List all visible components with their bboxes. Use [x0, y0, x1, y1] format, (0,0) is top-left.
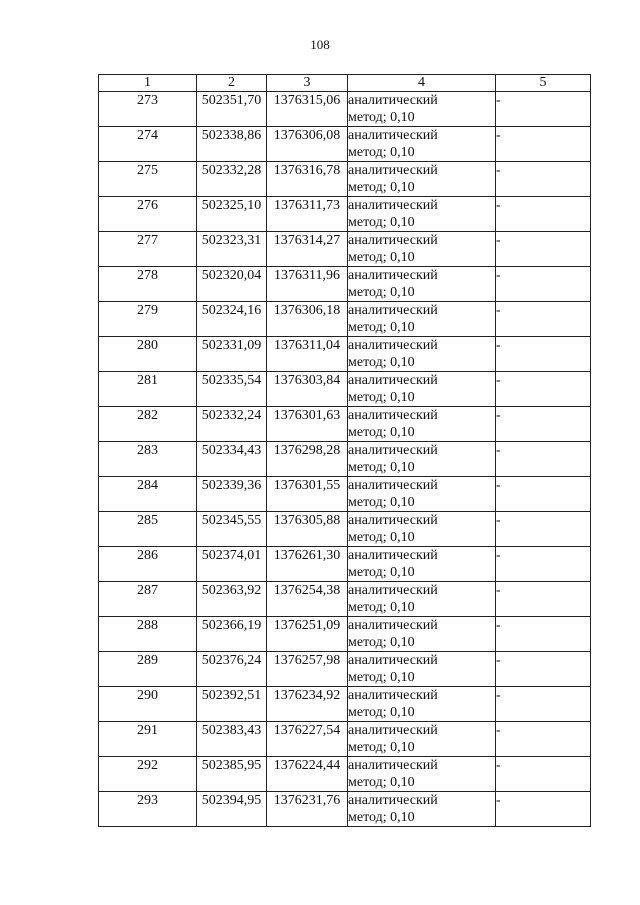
method-cell: [348, 162, 496, 197]
method-line-2: метод; 0,10: [348, 320, 415, 335]
method-cell: [348, 477, 496, 512]
note-cell: -: [496, 792, 591, 827]
table-row: [99, 547, 591, 582]
note-cell: -: [496, 232, 591, 267]
table-row: [99, 687, 591, 722]
y-coordinate-cell: 1376315,06: [267, 92, 348, 127]
note-cell: -: [496, 512, 591, 547]
table-row: [99, 92, 591, 127]
y-coordinate-cell: 1376231,76: [267, 792, 348, 827]
method-cell: [348, 757, 496, 792]
table-row: [99, 617, 591, 652]
point-number-cell: 275: [99, 162, 197, 197]
table-row: [99, 337, 591, 372]
method-line-1: аналитический: [348, 688, 438, 703]
table-row: [99, 232, 591, 267]
table-row: [99, 512, 591, 547]
method-line-2: метод; 0,10: [348, 180, 415, 195]
y-coordinate-cell: 1376224,44: [267, 757, 348, 792]
table-row: [99, 302, 591, 337]
method-cell: [348, 547, 496, 582]
method-line-2: метод; 0,10: [348, 530, 415, 545]
point-number-cell: 278: [99, 267, 197, 302]
method-line-1: аналитический: [348, 618, 438, 633]
method-line-2: метод; 0,10: [348, 600, 415, 615]
note-cell: -: [496, 407, 591, 442]
note-cell: -: [496, 197, 591, 232]
x-coordinate-cell: 502385,95: [197, 757, 267, 792]
point-number-cell: 273: [99, 92, 197, 127]
method-line-1: аналитический: [348, 163, 438, 178]
method-line-1: аналитический: [348, 338, 438, 353]
point-number-cell: 290: [99, 687, 197, 722]
table-row: [99, 722, 591, 757]
method-line-1: аналитический: [348, 268, 438, 283]
column-header-3: 3: [267, 75, 348, 92]
method-line-2: метод; 0,10: [348, 250, 415, 265]
note-cell: -: [496, 722, 591, 757]
x-coordinate-cell: 502374,01: [197, 547, 267, 582]
y-coordinate-cell: 1376234,92: [267, 687, 348, 722]
method-line-2: метод; 0,10: [348, 285, 415, 300]
y-coordinate-cell: 1376251,09: [267, 617, 348, 652]
note-cell: -: [496, 617, 591, 652]
note-cell: -: [496, 652, 591, 687]
point-number-cell: 291: [99, 722, 197, 757]
table-row: [99, 792, 591, 827]
note-cell: -: [496, 162, 591, 197]
table-row: [99, 442, 591, 477]
x-coordinate-cell: 502320,04: [197, 267, 267, 302]
table-header-row: [99, 75, 591, 92]
method-cell: [348, 652, 496, 687]
method-line-1: аналитический: [348, 513, 438, 528]
note-cell: -: [496, 337, 591, 372]
x-coordinate-cell: 502394,95: [197, 792, 267, 827]
method-cell: [348, 337, 496, 372]
x-coordinate-cell: 502376,24: [197, 652, 267, 687]
method-line-1: аналитический: [348, 478, 438, 493]
x-coordinate-cell: 502332,28: [197, 162, 267, 197]
point-number-cell: 279: [99, 302, 197, 337]
table-row: [99, 197, 591, 232]
y-coordinate-cell: 1376306,18: [267, 302, 348, 337]
table-body: [99, 92, 591, 827]
y-coordinate-cell: 1376301,55: [267, 477, 348, 512]
method-line-1: аналитический: [348, 128, 438, 143]
method-cell: [348, 442, 496, 477]
method-cell: [348, 722, 496, 757]
note-cell: -: [496, 757, 591, 792]
method-line-2: метод; 0,10: [348, 635, 415, 650]
method-line-1: аналитический: [348, 758, 438, 773]
point-number-cell: 284: [99, 477, 197, 512]
y-coordinate-cell: 1376311,04: [267, 337, 348, 372]
method-cell: [348, 687, 496, 722]
method-cell: [348, 92, 496, 127]
x-coordinate-cell: 502331,09: [197, 337, 267, 372]
y-coordinate-cell: 1376306,08: [267, 127, 348, 162]
method-line-2: метод; 0,10: [348, 495, 415, 510]
x-coordinate-cell: 502335,54: [197, 372, 267, 407]
note-cell: -: [496, 582, 591, 617]
method-line-1: аналитический: [348, 723, 438, 738]
note-cell: -: [496, 477, 591, 512]
method-line-1: аналитический: [348, 373, 438, 388]
method-cell: [348, 512, 496, 547]
point-number-cell: 292: [99, 757, 197, 792]
y-coordinate-cell: 1376305,88: [267, 512, 348, 547]
method-cell: [348, 197, 496, 232]
y-coordinate-cell: 1376301,63: [267, 407, 348, 442]
x-coordinate-cell: 502332,24: [197, 407, 267, 442]
point-number-cell: 280: [99, 337, 197, 372]
column-header-1: 1: [99, 75, 197, 92]
method-line-2: метод; 0,10: [348, 740, 415, 755]
method-line-2: метод; 0,10: [348, 775, 415, 790]
x-coordinate-cell: 502363,92: [197, 582, 267, 617]
y-coordinate-cell: 1376316,78: [267, 162, 348, 197]
x-coordinate-cell: 502392,51: [197, 687, 267, 722]
table-row: [99, 267, 591, 302]
x-coordinate-cell: 502338,86: [197, 127, 267, 162]
method-line-2: метод; 0,10: [348, 390, 415, 405]
x-coordinate-cell: 502334,43: [197, 442, 267, 477]
point-number-cell: 285: [99, 512, 197, 547]
x-coordinate-cell: 502351,70: [197, 92, 267, 127]
method-cell: [348, 302, 496, 337]
x-coordinate-cell: 502345,55: [197, 512, 267, 547]
table-row: [99, 582, 591, 617]
note-cell: -: [496, 547, 591, 582]
x-coordinate-cell: 502324,16: [197, 302, 267, 337]
method-line-1: аналитический: [348, 548, 438, 563]
table-row: [99, 757, 591, 792]
method-line-2: метод; 0,10: [348, 215, 415, 230]
method-line-2: метод; 0,10: [348, 460, 415, 475]
method-cell: [348, 372, 496, 407]
method-line-1: аналитический: [348, 583, 438, 598]
method-line-2: метод; 0,10: [348, 425, 415, 440]
note-cell: -: [496, 372, 591, 407]
note-cell: -: [496, 267, 591, 302]
method-line-1: аналитический: [348, 93, 438, 108]
y-coordinate-cell: 1376311,73: [267, 197, 348, 232]
method-line-1: аналитический: [348, 653, 438, 668]
method-line-1: аналитический: [348, 303, 438, 318]
note-cell: -: [496, 92, 591, 127]
note-cell: -: [496, 127, 591, 162]
method-line-1: аналитический: [348, 233, 438, 248]
y-coordinate-cell: 1376314,27: [267, 232, 348, 267]
method-cell: [348, 127, 496, 162]
method-line-2: метод; 0,10: [348, 145, 415, 160]
point-number-cell: 277: [99, 232, 197, 267]
method-line-2: метод; 0,10: [348, 565, 415, 580]
point-number-cell: 282: [99, 407, 197, 442]
point-number-cell: 286: [99, 547, 197, 582]
y-coordinate-cell: 1376311,96: [267, 267, 348, 302]
method-cell: [348, 232, 496, 267]
method-line-2: метод; 0,10: [348, 810, 415, 825]
point-number-cell: 288: [99, 617, 197, 652]
x-coordinate-cell: 502339,36: [197, 477, 267, 512]
x-coordinate-cell: 502325,10: [197, 197, 267, 232]
method-line-2: метод; 0,10: [348, 110, 415, 125]
table-row: [99, 652, 591, 687]
y-coordinate-cell: 1376257,98: [267, 652, 348, 687]
method-cell: [348, 582, 496, 617]
column-header-5: 5: [496, 75, 591, 92]
method-cell: [348, 617, 496, 652]
method-line-2: метод; 0,10: [348, 355, 415, 370]
table-row: [99, 162, 591, 197]
column-header-2: 2: [197, 75, 267, 92]
point-number-cell: 276: [99, 197, 197, 232]
note-cell: -: [496, 687, 591, 722]
method-line-2: метод; 0,10: [348, 670, 415, 685]
column-header-4: 4: [348, 75, 496, 92]
point-number-cell: 283: [99, 442, 197, 477]
table-row: [99, 372, 591, 407]
method-cell: [348, 792, 496, 827]
x-coordinate-cell: 502366,19: [197, 617, 267, 652]
table-row: [99, 127, 591, 162]
x-coordinate-cell: 502323,31: [197, 232, 267, 267]
method-cell: [348, 267, 496, 302]
coordinates-table: [98, 74, 591, 827]
y-coordinate-cell: 1376227,54: [267, 722, 348, 757]
table-row: [99, 407, 591, 442]
y-coordinate-cell: 1376298,28: [267, 442, 348, 477]
page-number: 108: [310, 37, 330, 52]
x-coordinate-cell: 502383,43: [197, 722, 267, 757]
faint-footer-text: [110, 886, 590, 894]
point-number-cell: 274: [99, 127, 197, 162]
method-line-1: аналитический: [348, 408, 438, 423]
note-cell: -: [496, 442, 591, 477]
y-coordinate-cell: 1376261,30: [267, 547, 348, 582]
point-number-cell: 289: [99, 652, 197, 687]
y-coordinate-cell: 1376303,84: [267, 372, 348, 407]
method-line-2: метод; 0,10: [348, 705, 415, 720]
y-coordinate-cell: 1376254,38: [267, 582, 348, 617]
point-number-cell: 293: [99, 792, 197, 827]
method-line-1: аналитический: [348, 198, 438, 213]
method-line-1: аналитический: [348, 443, 438, 458]
table-header: [99, 75, 591, 92]
note-cell: -: [496, 302, 591, 337]
table-row: [99, 477, 591, 512]
method-cell: [348, 407, 496, 442]
point-number-cell: 281: [99, 372, 197, 407]
point-number-cell: 287: [99, 582, 197, 617]
method-line-1: аналитический: [348, 793, 438, 808]
